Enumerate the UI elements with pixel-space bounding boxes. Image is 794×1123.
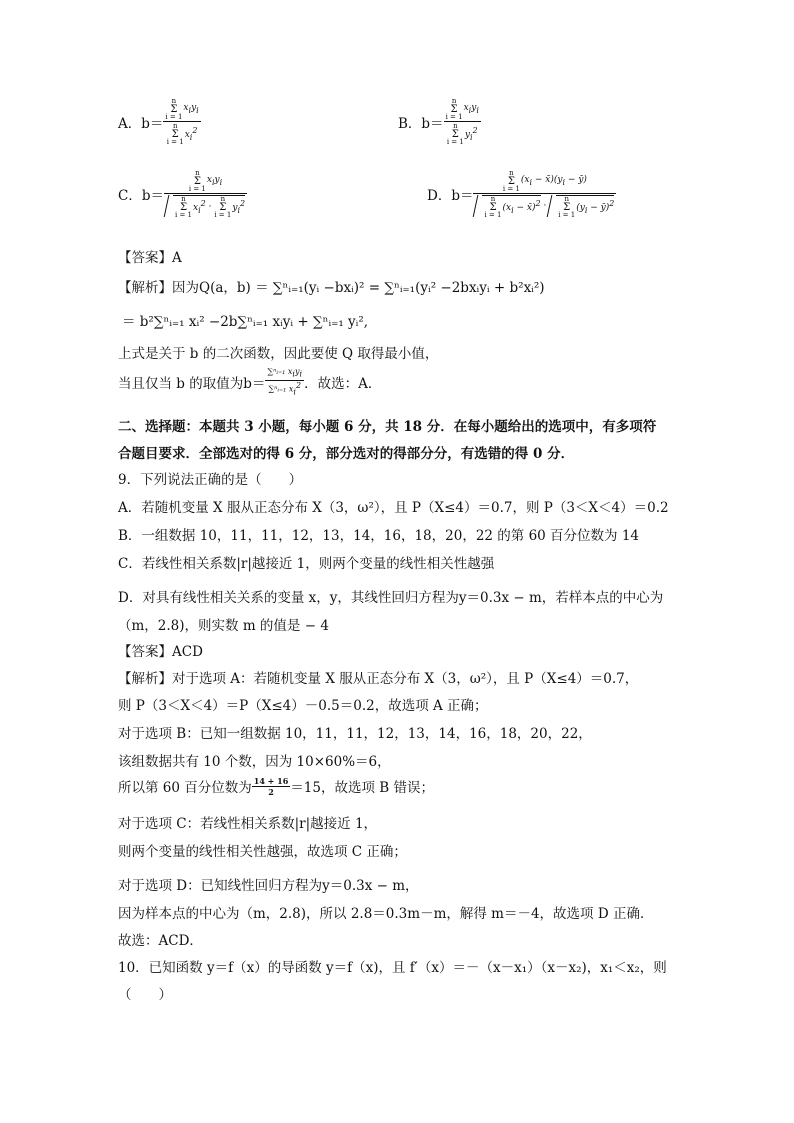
option-label: C．b＝ [118, 188, 164, 205]
q9-analysis-line: 因为样本点的中心为（m，2.8)，所以 2.8＝0.3m－m，解得 m＝－4，故选项 D 正确． [118, 906, 654, 922]
small-fraction: $\frac{\sum^nᵢ_{=1} x_iy_i}{\sum^nᵢ_{=1} x_i^2}$ [267, 367, 303, 396]
percentile-fraction [252, 777, 291, 796]
q9-option-a: A．若随机变量 X 服从正态分布 X（3，ω²），且 P（X≤4）＝0.7，则 P（3＜X＜4）＝0.2 [118, 500, 669, 516]
q8-analysis-line: ＝ b²∑ⁿᵢ₌₁ xᵢ² −2b∑ⁿᵢ₌₁ xᵢyᵢ + ∑ⁿᵢ₌₁ yᵢ², [122, 314, 369, 330]
q9-stem: 9．下列说法正确的是（ ） [118, 472, 303, 488]
q10-stem: 10．已知函数 y＝f（x）的导函数 y＝f（x)，且 f′（x）＝－（x－x₁）（x－x₂)，x₁＜x₂，则 [118, 960, 667, 976]
q9-analysis-line: 对于选项 C：若线性相关系数|r|越接近 1， [118, 816, 378, 832]
q9-analysis-line: 对于选项 B：已知一组数据 10，11，11，12，13，14，16，18，20，22， [118, 726, 592, 742]
section-heading: 合题目要求．全部选对的得 6 分，部分选对的得部分分，有选错的得 0 分． [118, 446, 575, 462]
q9-analysis-line: 【解析】对于选项 A：若随机变量 X 服从正态分布 X（3，ω²），且 P（X≤4）＝0.7， [118, 671, 639, 687]
q8-analysis-line: 上式是关于 b 的二次函数，因此要使 Q 取得最小值， [118, 346, 439, 362]
q8-answer: 【答案】A [118, 250, 182, 266]
section-heading: 二、选择题：本题共 3 小题，每小题 6 分，共 18 分．在每小题给出的选项中，有多项符 [118, 419, 657, 435]
option-a-q8 [118, 98, 201, 146]
q9-analysis-line: 对于选项 D：已知线性回归方程为y＝0.3x − m， [118, 878, 419, 894]
formula-c: n Σ i = 1 $x_iy_i$ n Σ i = 1 $x_i^2$ · n Σ i = 1 $y_i^2$ [164, 170, 247, 219]
q8-analysis-line [118, 368, 381, 396]
option-c-q8 [118, 170, 247, 219]
option-label: D．b＝ [427, 188, 474, 205]
formula-d: n Σ i = 1 ($x_i$ − $x̄)(y_i$ − ȳ) n Σ i = 1 ($x_i$ − x̄)$^2$ · n Σ i = 1 ($y_i$ − ȳ)$^2$ [473, 170, 616, 219]
text: 所以第 60 百分位数为 [118, 780, 252, 796]
q9-option-b: B．一组数据 10，11，11，12，13，14，16，18，20，22 的第 60 百分位数为 14 [118, 528, 640, 544]
option-label: A．b＝ [118, 115, 164, 132]
q10-stem: （ ） [118, 987, 172, 1003]
q8-analysis-line: 【解析】因为Q(a，b) ＝ ∑ⁿᵢ₌₁(yᵢ −bxᵢ)² = ∑ⁿᵢ₌₁(yᵢ² −2bxᵢyᵢ + b²xᵢ²) [118, 280, 545, 296]
q9-option-d: D．对具有线性相关关系的变量 x，y，其线性回归方程为y＝0.3x − m，若样本点的中心为 [118, 590, 664, 606]
fraction-numerator: 14 + 16 [253, 775, 289, 786]
option-d-q8 [427, 170, 616, 219]
q9-analysis-line [118, 776, 434, 796]
formula-b: n Σ i = 1 $x_iy_i$ n Σ i = 1 $y_i^2$ [445, 97, 479, 146]
formula-a: n Σ i = 1 $x_iy_i$ n Σ i = 1 $x_i^2$ [165, 97, 199, 146]
q9-option-d: （m，2.8)，则实数 m 的值是 − 4 [118, 618, 329, 634]
text: 当且仅当 b 的取值为b＝ [118, 375, 266, 392]
text: ．故选：A． [304, 375, 382, 392]
q9-answer: 【答案】ACD [118, 644, 203, 660]
q9-analysis-line: 则 P（3＜X＜4）＝P（X≤4）－0.5＝0.2，故选项 A 正确； [118, 698, 488, 714]
q9-analysis-line: 则两个变量的线性相关性越强，故选项 C 正确； [118, 844, 407, 860]
text: ＝15，故选项 B 错误； [290, 780, 434, 796]
option-b-q8 [398, 98, 481, 146]
q9-analysis-line: 该组数据共有 10 个数，因为 10×60%＝6， [118, 754, 391, 770]
option-label: B．b＝ [398, 115, 444, 132]
fraction-denominator: 2 [268, 786, 274, 797]
q9-analysis-line: 故选：ACD． [118, 933, 203, 949]
q9-option-c: C．若线性相关系数|r|越接近 1，则两个变量的线性相关性越强 [118, 556, 495, 572]
